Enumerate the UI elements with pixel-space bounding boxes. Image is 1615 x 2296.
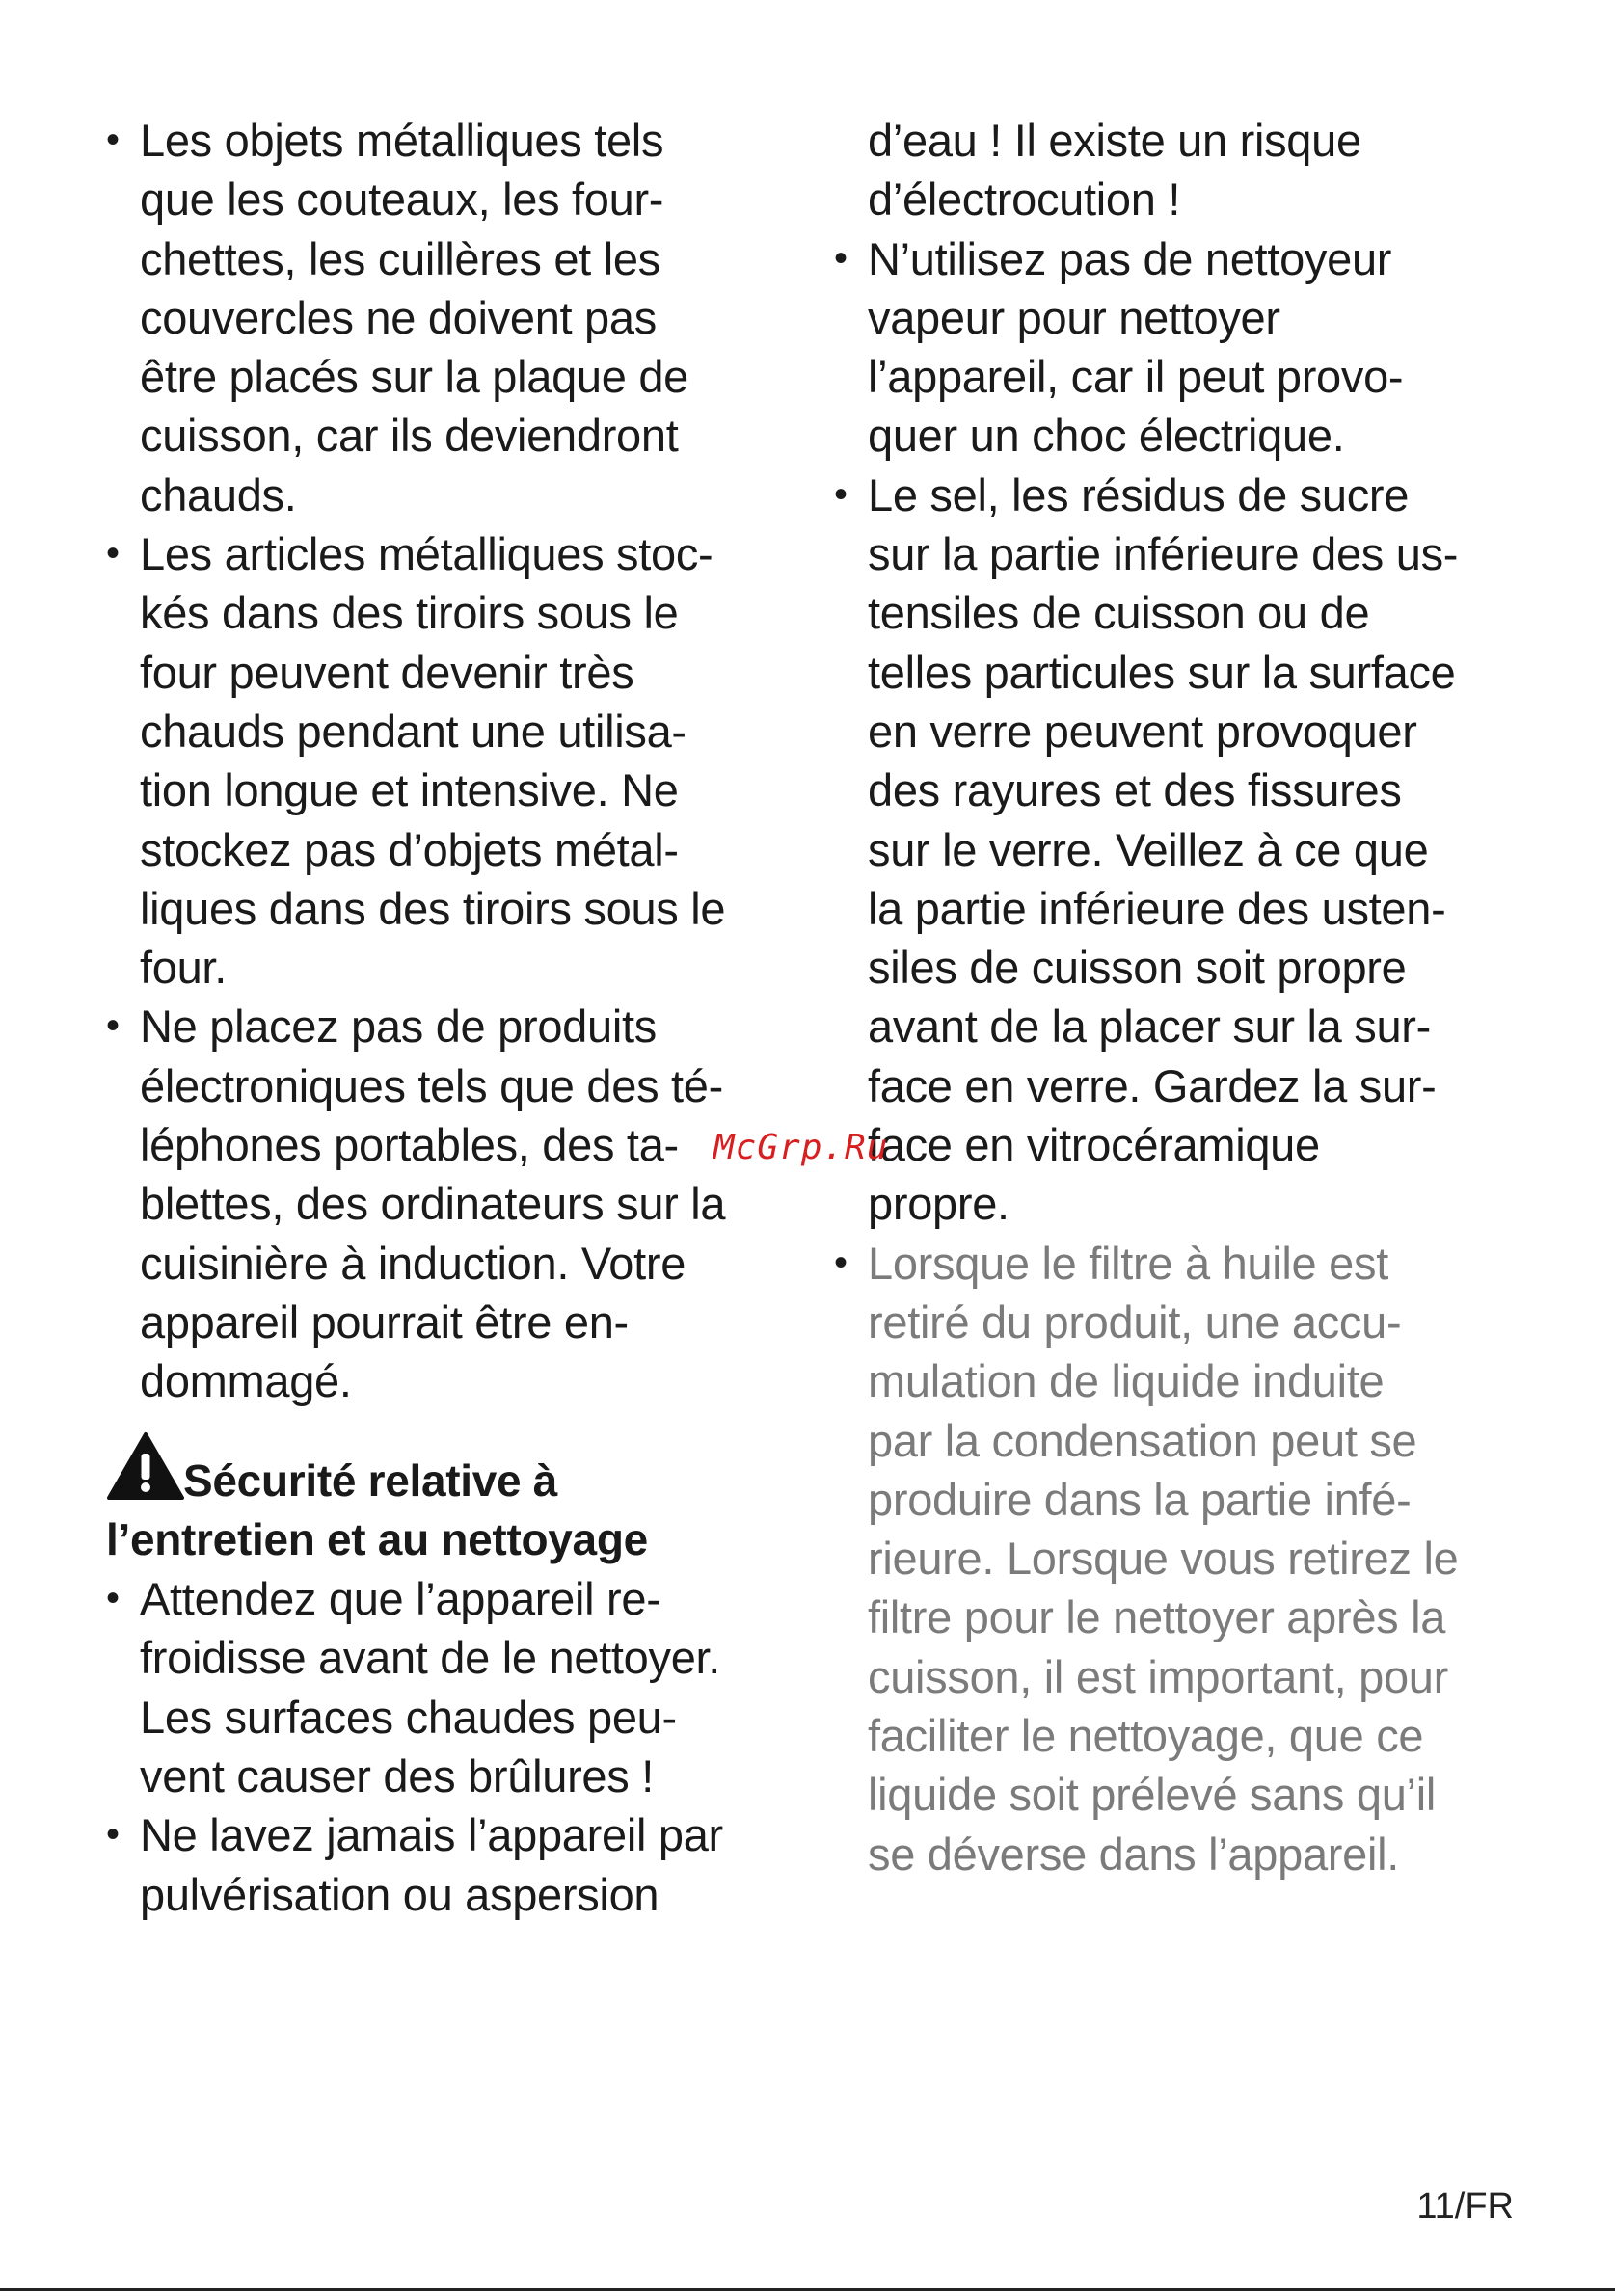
text-line: d’électrocution ! xyxy=(868,174,1181,226)
text-line: mulation de liquide induite xyxy=(868,1355,1385,1407)
page-number: 11/FR xyxy=(1416,2186,1514,2227)
text-line: Attendez que l’appareil re- xyxy=(140,1573,661,1625)
bullet-marker: • xyxy=(834,1241,848,1284)
heading-line: l’entretien et au nettoyage xyxy=(106,1513,648,1564)
text-line: Ne placez pas de produits xyxy=(140,1001,657,1053)
text-line: être placés sur la plaque de xyxy=(140,351,689,403)
text-line: vent causer des brûlures ! xyxy=(140,1750,654,1802)
text-line: que les couteaux, les four- xyxy=(140,174,664,226)
text-line: Les articles métalliques stoc- xyxy=(140,528,713,580)
text-line: chettes, les cuillères et les xyxy=(140,232,660,284)
text-line: filtre pour le nettoyer après la xyxy=(868,1591,1446,1643)
text-line: stockez pas d’objets métal- xyxy=(140,823,679,875)
text-line: Lorsque le filtre à huile est xyxy=(868,1237,1388,1289)
text-line: liques dans des tiroirs sous le xyxy=(140,882,726,934)
text-line: des rayures et des fissures xyxy=(868,764,1402,816)
warning-triangle-icon xyxy=(106,1430,185,1502)
text-line: Les objets métalliques tels xyxy=(140,115,664,166)
text-line: chauds pendant une utilisa- xyxy=(140,705,686,757)
bullet-marker: • xyxy=(106,1577,120,1620)
heading-line: Sécurité relative à xyxy=(183,1455,558,1506)
text-line: en verre peuvent provoquer xyxy=(868,705,1417,757)
bullet-marker: • xyxy=(106,1813,120,1856)
text-line: d’eau ! Il existe un risque xyxy=(868,115,1361,166)
bullet-marker: • xyxy=(106,532,120,575)
list-item xyxy=(834,1234,1528,1883)
text-line: tensiles de cuisson ou de xyxy=(868,587,1370,639)
bullet-list-right xyxy=(834,229,1528,1883)
text-line: faciliter le nettoyage, que ce xyxy=(868,1710,1424,1762)
list-item xyxy=(106,524,800,997)
text-line: N’utilisez pas de nettoyeur xyxy=(868,232,1392,284)
list-item xyxy=(106,1805,800,1924)
text-line: appareil pourrait être en- xyxy=(140,1295,629,1348)
list-item xyxy=(106,1569,800,1805)
text-line: chauds. xyxy=(140,468,297,521)
bullet-list-left xyxy=(106,111,800,1411)
text-line: quer un choc électrique. xyxy=(868,410,1345,462)
text-line: face en verre. Gardez la sur- xyxy=(868,1059,1437,1111)
text-line: propre. xyxy=(868,1178,1009,1230)
text-line: four. xyxy=(140,942,227,994)
bullet-list-left-cleaning xyxy=(106,1569,800,1924)
text-line: telles particules sur la surface xyxy=(868,646,1456,698)
bullet-marker: • xyxy=(834,472,848,516)
bullet-marker: • xyxy=(106,1004,120,1048)
text-line: tion longue et intensive. Ne xyxy=(140,764,679,816)
text-line: couvercles ne doivent pas xyxy=(140,291,657,343)
text-line: léphones portables, des ta- xyxy=(140,1119,679,1171)
text-line: cuisson, il est important, pour xyxy=(868,1650,1448,1702)
right-column xyxy=(834,111,1528,1883)
watermark: McGrp.Ru xyxy=(713,1128,889,1167)
text-line: se déverse dans l’appareil. xyxy=(868,1828,1400,1880)
text-line: blettes, des ordinateurs sur la xyxy=(140,1178,726,1230)
list-item xyxy=(834,466,1528,1234)
text-line: l’appareil, car il peut provo- xyxy=(868,351,1404,403)
text-line: la partie inférieure des usten- xyxy=(868,882,1446,934)
text-line: sur le verre. Veillez à ce que xyxy=(868,823,1429,875)
text-line: par la condensation peut se xyxy=(868,1414,1417,1466)
text-line: électroniques tels que des té- xyxy=(140,1059,723,1111)
list-item xyxy=(106,997,800,1410)
text-line: retiré du produit, une accu- xyxy=(868,1295,1402,1348)
text-line: liquide soit prélevé sans qu’il xyxy=(868,1769,1436,1821)
text-line: Les surfaces chaudes peu- xyxy=(140,1691,677,1743)
text-line: cuisson, car ils deviendront xyxy=(140,410,679,462)
text-line: Ne lavez jamais l’appareil par xyxy=(140,1809,723,1861)
text-line: cuisinière à induction. Votre xyxy=(140,1237,686,1289)
section-heading xyxy=(106,1430,800,1570)
text-line: siles de cuisson soit propre xyxy=(868,942,1407,994)
text-line: rieure. Lorsque vous retirez le xyxy=(868,1533,1459,1585)
text-line: face en vitrocéramique xyxy=(868,1119,1320,1171)
text-line: pulvérisation ou aspersion xyxy=(140,1868,659,1920)
list-item xyxy=(106,111,800,524)
continued-text xyxy=(834,111,1528,229)
list-item xyxy=(834,229,1528,466)
text-line: sur la partie inférieure des us- xyxy=(868,528,1459,580)
text-line: froidisse avant de le nettoyer. xyxy=(140,1632,721,1684)
text-line: four peuvent devenir très xyxy=(140,646,634,698)
bullet-marker: • xyxy=(834,236,848,280)
text-line: dommagé. xyxy=(140,1355,352,1407)
bottom-rule xyxy=(0,2288,1615,2291)
text-line: vapeur pour nettoyer xyxy=(868,291,1280,343)
left-column xyxy=(106,111,800,1924)
text-line: kés dans des tiroirs sous le xyxy=(140,587,679,639)
bullet-marker: • xyxy=(106,119,120,161)
text-line: avant de la placer sur la sur- xyxy=(868,1001,1432,1053)
text-line: Le sel, les résidus de sucre xyxy=(868,468,1410,521)
text-line: produire dans la partie infé- xyxy=(868,1473,1412,1525)
